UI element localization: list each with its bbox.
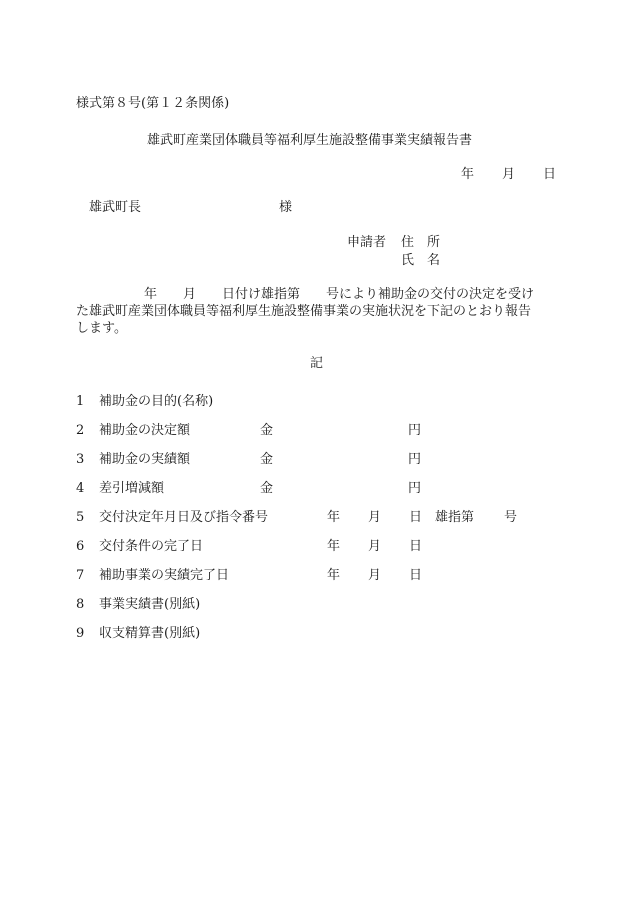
addressee-honorific: 様 xyxy=(279,200,293,215)
item-number: 7 xyxy=(76,568,85,583)
item-kin: 金 xyxy=(260,423,274,438)
list-item xyxy=(76,568,556,584)
item-label: 交付条件の完了日 xyxy=(99,539,204,554)
item-year: 年 xyxy=(327,568,341,583)
list-item xyxy=(76,423,556,439)
item-number: 6 xyxy=(76,539,85,554)
item-year: 年 xyxy=(327,510,341,525)
item-year: 年 xyxy=(327,539,341,554)
item-label: 差引増減額 xyxy=(99,481,165,496)
applicant-label: 申請者 xyxy=(347,235,387,250)
item-number: 3 xyxy=(76,452,85,467)
list-item xyxy=(76,626,556,642)
item-label: 補助金の実績額 xyxy=(99,452,191,467)
item-order-suffix: 号 xyxy=(504,510,518,525)
ki-heading: 記 xyxy=(310,356,324,371)
item-kin: 金 xyxy=(260,452,274,467)
item-number: 9 xyxy=(76,626,85,641)
item-month: 月 xyxy=(368,539,382,554)
body-paragraph xyxy=(76,286,554,337)
item-number: 1 xyxy=(76,394,85,409)
item-kin: 金 xyxy=(260,481,274,496)
body-line: た雄武町産業団体職員等福利厚生施設整備事業の実施状況を下記のとおり報告 xyxy=(76,304,532,319)
body-line: 年 月 日付け雄指第 号により補助金の交付の決定を受け xyxy=(144,287,535,302)
item-order-prefix: 雄指第 xyxy=(435,510,475,525)
item-day: 日 xyxy=(409,539,423,554)
item-label: 補助金の決定額 xyxy=(99,423,191,438)
date-month: 月 xyxy=(502,167,516,182)
item-month: 月 xyxy=(368,568,382,583)
item-label: 交付決定年月日及び指令番号 xyxy=(99,510,269,525)
list-item xyxy=(76,597,556,613)
item-day: 日 xyxy=(409,510,423,525)
list-item xyxy=(76,510,556,526)
item-label: 事業実績書(別紙) xyxy=(99,597,201,612)
document-title: 雄武町産業団体職員等福利厚生施設整備事業実績報告書 xyxy=(147,133,473,148)
date-day: 日 xyxy=(543,167,557,182)
item-yen: 円 xyxy=(408,423,422,438)
item-day: 日 xyxy=(409,568,423,583)
form-label: 様式第８号(第１２条関係) xyxy=(76,96,230,111)
addressee-name: 雄武町長 xyxy=(89,200,142,215)
list-item xyxy=(76,481,556,497)
item-number: 8 xyxy=(76,597,85,612)
body-line: します。 xyxy=(76,321,127,336)
list-item xyxy=(76,452,556,468)
item-label: 補助金の目的(名称) xyxy=(99,394,214,409)
applicant-name-label: 氏 名 xyxy=(401,253,441,268)
item-number: 5 xyxy=(76,510,85,525)
item-number: 2 xyxy=(76,423,85,438)
item-yen: 円 xyxy=(408,452,422,467)
item-yen: 円 xyxy=(408,481,422,496)
applicant-address-label: 住 所 xyxy=(401,235,441,250)
date-year: 年 xyxy=(461,167,475,182)
list-item xyxy=(76,539,556,555)
item-label: 収支精算書(別紙) xyxy=(99,626,201,641)
list-item xyxy=(76,394,556,410)
item-label: 補助事業の実績完了日 xyxy=(99,568,230,583)
item-month: 月 xyxy=(368,510,382,525)
item-number: 4 xyxy=(76,481,85,496)
